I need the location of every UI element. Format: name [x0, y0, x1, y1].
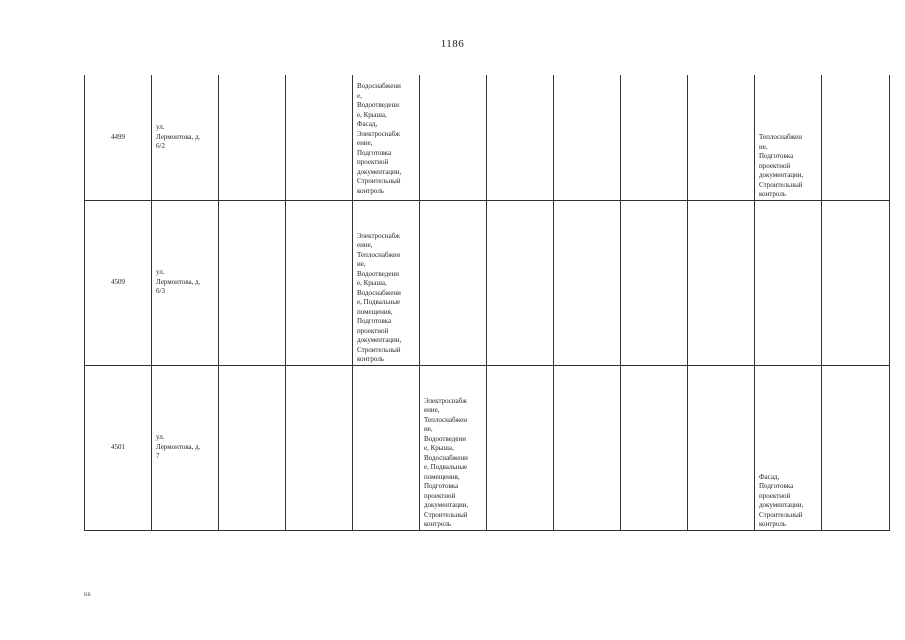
- row-id-cell: 4499: [85, 75, 152, 200]
- empty-cell: [822, 200, 890, 365]
- table-row: [85, 200, 890, 365]
- work-types-cell: Электроснабж ение, Теплоснабжен ие, Водоотведени е, Крыша, Водоснабжени е, Подвальные помещения, Подготовка проектной документации, Строительный контроль: [353, 200, 420, 365]
- register-table: [84, 75, 890, 531]
- footer-mark: ВВ: [84, 593, 91, 598]
- empty-cell: [688, 200, 755, 365]
- table-row: [85, 365, 890, 530]
- work-types-cell: Водоснабжени е, Водоотведени е, Крыша, Фасад, Электроснабж ение, Подготовка проектной документации, Строительный контроль: [353, 75, 420, 200]
- empty-cell: [621, 200, 688, 365]
- empty-cell: [487, 200, 554, 365]
- work-types-cell: Фасад, Подготовка проектной документации, Строительный контроль: [755, 365, 822, 530]
- table-row: [85, 75, 890, 200]
- work-types-cell: Электроснабж ение, Теплоснабжен ие, Водоотведени е, Крыша, Водоснабжени е, Подвальные помещения, Подготовка проектной документации, Строительный контроль: [420, 365, 487, 530]
- empty-cell: [688, 365, 755, 530]
- page-number: 1186: [440, 38, 465, 50]
- empty-cell: [621, 365, 688, 530]
- row-id-cell: 4509: [85, 200, 152, 365]
- empty-cell: [219, 200, 286, 365]
- empty-cell: [822, 365, 890, 530]
- empty-cell: [219, 75, 286, 200]
- row-id-cell: 4501: [85, 365, 152, 530]
- address-cell: ул. Лермонтова, д. 6/2: [152, 75, 219, 200]
- address-cell: ул. Лермонтова, д. 7: [152, 365, 219, 530]
- work-types-cell: [420, 75, 487, 200]
- empty-cell: [822, 75, 890, 200]
- empty-cell: [554, 75, 621, 200]
- empty-cell: [286, 365, 353, 530]
- empty-cell: [621, 75, 688, 200]
- empty-cell: [219, 365, 286, 530]
- empty-cell: [286, 200, 353, 365]
- address-cell: ул. Лермонтова, д. 6/3: [152, 200, 219, 365]
- empty-cell: [487, 365, 554, 530]
- work-types-cell: [353, 365, 420, 530]
- empty-cell: [554, 200, 621, 365]
- empty-cell: [688, 75, 755, 200]
- empty-cell: [554, 365, 621, 530]
- work-types-cell: [755, 200, 822, 365]
- empty-cell: [286, 75, 353, 200]
- empty-cell: [487, 75, 554, 200]
- work-types-cell: [420, 200, 487, 365]
- work-types-cell: Теплоснабжен ие, Подготовка проектной документации, Строительный контроль: [755, 75, 822, 200]
